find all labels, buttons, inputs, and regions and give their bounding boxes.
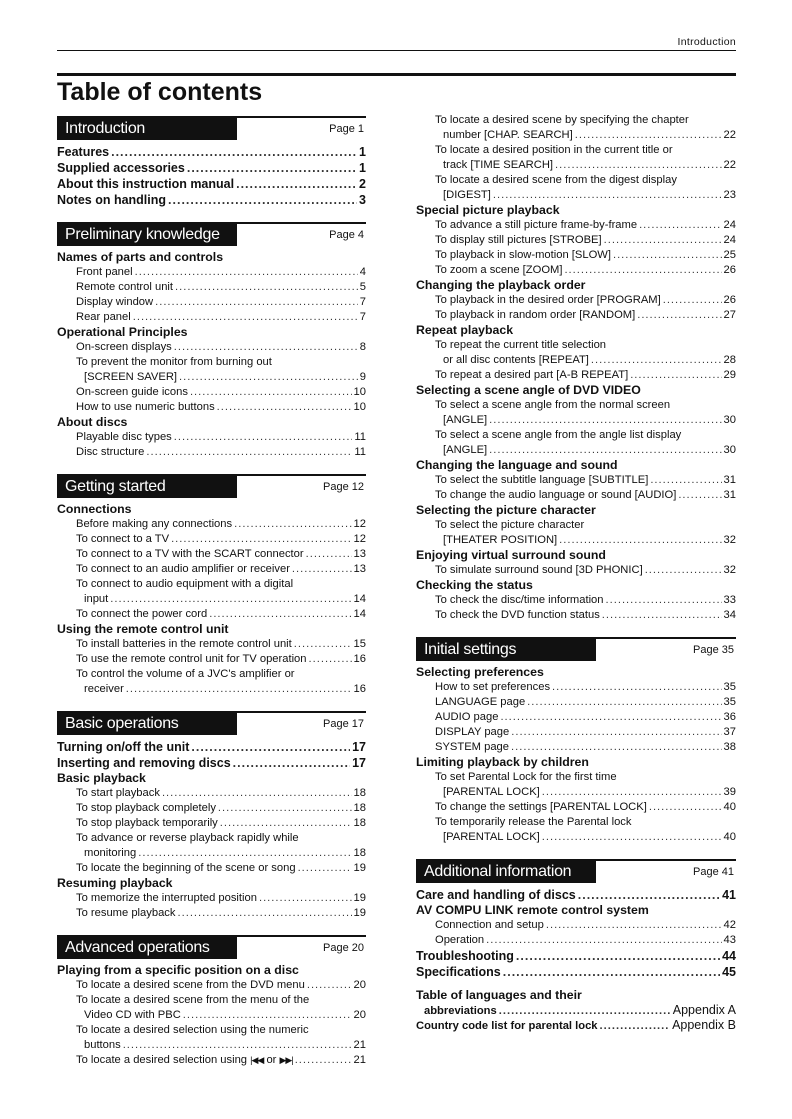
section-page: Page 1 <box>329 123 364 135</box>
skip-forward-icon: ▶▶| <box>279 1055 293 1065</box>
toc-entry[interactable]: To memorize the interrupted position ..... 19 <box>57 891 366 906</box>
toc-entry[interactable]: SYSTEM page ..... 38 <box>416 740 736 755</box>
section-title: Initial settings <box>416 639 596 661</box>
toc-entry[interactable]: To repeat a desired part [A-B REPEAT] ..... 29 <box>416 368 736 383</box>
toc-entry-line[interactable]: To locate a desired scene from the digest display <box>435 174 677 186</box>
toc-entry[interactable]: Country code list for parental lock ..... Appendix B <box>416 1018 736 1033</box>
toc-subhead: Changing the playback order <box>416 278 586 292</box>
toc-subhead: Special picture playback <box>416 203 560 217</box>
toc-entry[interactable]: On-screen guide icons ..... 10 <box>57 385 366 400</box>
section-title: Basic operations <box>57 713 237 735</box>
toc-entry[interactable]: [PARENTAL LOCK] ..... 40 <box>416 830 736 845</box>
toc-entry[interactable]: number [CHAP. SEARCH] ..... 22 <box>416 128 736 143</box>
toc-entry[interactable]: To use the remote control unit for TV operation ..... 16 <box>57 652 366 667</box>
toc-entry-line[interactable]: To locate a desired position in the current title or <box>435 144 673 156</box>
toc-entry[interactable]: To simulate surround sound [3D PHONIC] ..... 32 <box>416 563 736 578</box>
toc-entry[interactable]: or all disc contents [REPEAT] ..... 28 <box>416 353 736 368</box>
toc-entry[interactable]: To check the disc/time information ..... 33 <box>416 593 736 608</box>
toc-entry[interactable]: abbreviations ..... Appendix A <box>416 1003 736 1018</box>
toc-entry[interactable]: To select the subtitle language [SUBTITLE] ..... 31 <box>416 473 736 488</box>
section-header-advanced-operations <box>57 935 366 959</box>
section-header-initial-settings <box>416 637 736 661</box>
toc-subhead: About discs <box>57 415 128 429</box>
toc-entry-line[interactable]: To locate a desired selection using the numeric <box>76 1024 309 1036</box>
toc-entry[interactable]: receiver ..... 16 <box>57 682 366 697</box>
toc-entry[interactable]: Specifications ..... 45 <box>416 964 736 980</box>
toc-entry[interactable]: To stop playback temporarily ..... 18 <box>57 816 366 831</box>
toc-entry[interactable]: To connect to a TV with the SCART connector ..... 13 <box>57 547 366 562</box>
skip-back-icon: |◀◀ <box>250 1055 264 1065</box>
toc-entry-line[interactable]: Table of languages and their <box>416 988 582 1002</box>
toc-entry[interactable]: To check the DVD function status ..... 34 <box>416 608 736 623</box>
section-page: Page 41 <box>693 866 734 878</box>
title-rule <box>57 73 736 76</box>
section-title: Introduction <box>57 118 237 140</box>
toc-entry-line[interactable]: To connect to audio equipment with a digital <box>76 578 294 590</box>
toc-entry[interactable]: Video CD with PBC ..... 20 <box>57 1008 366 1023</box>
toc-subhead: Connections <box>57 502 132 516</box>
toc-entry[interactable]: monitoring ..... 18 <box>57 846 366 861</box>
toc-subhead: Repeat playback <box>416 323 514 337</box>
toc-entry-line[interactable]: To set Parental Lock for the first time <box>435 771 617 783</box>
toc-entry[interactable]: To playback in the desired order [PROGRAM] ..... 26 <box>416 293 736 308</box>
section-header-preliminary <box>57 222 366 246</box>
toc-entry[interactable]: To locate a desired selection using |◀◀ or ▶▶| ..... 21 <box>57 1053 366 1068</box>
toc-entry-line[interactable]: To locate a desired scene by specifying the chapter <box>435 114 689 126</box>
section-page: Page 4 <box>329 229 364 241</box>
toc-entry[interactable]: Supplied accessories ..... 1 <box>57 160 366 176</box>
section-header-introduction <box>57 116 366 140</box>
toc-entry[interactable]: DISPLAY page ..... 37 <box>416 725 736 740</box>
toc-entry[interactable]: How to set preferences ..... 35 <box>416 680 736 695</box>
toc-entry[interactable]: To locate the beginning of the scene or song ..... 19 <box>57 861 366 876</box>
toc-entry[interactable]: Features ..... 1 <box>57 144 366 160</box>
toc-subhead: Enjoying virtual surround sound <box>416 548 606 562</box>
toc-entry[interactable]: To connect to an audio amplifier or receiver ..... 13 <box>57 562 366 577</box>
toc-entry-line[interactable]: To repeat the current title selection <box>435 339 607 351</box>
toc-left-column <box>57 116 366 1068</box>
toc-entry-line[interactable]: To advance or reverse playback rapidly while <box>76 832 299 844</box>
toc-entry-line[interactable]: To select a scene angle from the angle list display <box>435 429 682 441</box>
toc-entry[interactable]: AUDIO page ..... 36 <box>416 710 736 725</box>
toc-entry[interactable]: To display still pictures [STROBE] ..... 24 <box>416 233 736 248</box>
toc-entry-line[interactable]: To prevent the monitor from burning out <box>76 356 272 368</box>
toc-subhead: Resuming playback <box>57 876 173 890</box>
page-title: Table of contents <box>57 78 263 106</box>
toc-entry[interactable]: To playback in random order [RANDOM] ..... 27 <box>416 308 736 323</box>
toc-right-column <box>416 113 736 1033</box>
toc-entry[interactable]: track [TIME SEARCH] ..... 22 <box>416 158 736 173</box>
toc-entry[interactable]: On-screen displays ..... 8 <box>57 340 366 355</box>
toc-entry[interactable]: [THEATER POSITION] ..... 32 <box>416 533 736 548</box>
toc-subhead: Selecting a scene angle of DVD VIDEO <box>416 383 641 397</box>
section-header-additional-information <box>416 859 736 883</box>
toc-entry[interactable]: Rear panel ..... 7 <box>57 310 366 325</box>
toc-entry[interactable]: Connection and setup ..... 42 <box>416 918 736 933</box>
toc-entry[interactable]: To start playback ..... 18 <box>57 786 366 801</box>
toc-entry[interactable]: Before making any connections ..... 12 <box>57 517 366 532</box>
toc-entry[interactable]: To install batteries in the remote control unit ..... 15 <box>57 637 366 652</box>
toc-subhead: Playing from a specific position on a disc <box>57 963 299 977</box>
toc-entry[interactable]: [DIGEST] ..... 23 <box>416 188 736 203</box>
toc-entry[interactable]: LANGUAGE page ..... 35 <box>416 695 736 710</box>
section-page: Page 35 <box>693 644 734 656</box>
toc-entry[interactable]: [SCREEN SAVER] ..... 9 <box>57 370 366 385</box>
toc-subhead: Using the remote control unit <box>57 622 229 636</box>
toc-entry[interactable]: input ..... 14 <box>57 592 366 607</box>
section-title: Additional information <box>416 861 596 883</box>
toc-entry[interactable]: Turning on/off the unit ..... 17 <box>57 739 366 755</box>
header-rule <box>57 50 736 51</box>
toc-entry[interactable]: Remote control unit ..... 5 <box>57 280 366 295</box>
section-header-basic-operations <box>57 711 366 735</box>
toc-subhead: Limiting playback by children <box>416 755 589 769</box>
toc-entry[interactable]: To advance a still picture frame-by-frame ..... 24 <box>416 218 736 233</box>
toc-entry-line[interactable]: To select a scene angle from the normal screen <box>435 399 671 411</box>
toc-entry[interactable]: [PARENTAL LOCK] ..... 39 <box>416 785 736 800</box>
toc-entry[interactable]: To connect to a TV ..... 12 <box>57 532 366 547</box>
toc-entry-line[interactable]: To temporarily release the Parental lock <box>435 816 632 828</box>
section-title: Getting started <box>57 476 237 498</box>
toc-subhead: Checking the status <box>416 578 533 592</box>
toc-subhead: Names of parts and controls <box>57 250 224 264</box>
toc-entry[interactable]: About this instruction manual ..... 2 <box>57 176 366 192</box>
toc-entry[interactable]: To zoom a scene [ZOOM] ..... 26 <box>416 263 736 278</box>
toc-entry[interactable]: To resume playback ..... 19 <box>57 906 366 921</box>
toc-entry-line[interactable]: To locate a desired scene from the menu of the <box>76 994 310 1006</box>
toc-subhead: Operational Principles <box>57 325 188 339</box>
section-title: Advanced operations <box>57 937 237 959</box>
toc-subhead: Selecting the picture character <box>416 503 596 517</box>
toc-subhead: AV COMPU LINK remote control system <box>416 903 649 917</box>
toc-entry[interactable]: [ANGLE] ..... 30 <box>416 413 736 428</box>
toc-entry[interactable]: To stop playback completely ..... 18 <box>57 801 366 816</box>
toc-entry[interactable]: To locate a desired scene from the DVD menu ..... 20 <box>57 978 366 993</box>
section-header-getting-started <box>57 474 366 498</box>
section-page: Page 17 <box>323 718 364 730</box>
toc-subhead: Changing the language and sound <box>416 458 618 472</box>
toc-entry-line[interactable]: To control the volume of a JVC's amplifier or <box>76 668 295 680</box>
toc-subhead: Selecting preferences <box>416 665 544 679</box>
toc-entry[interactable]: Care and handling of discs ..... 41 <box>416 887 736 903</box>
toc-entry[interactable]: Operation ..... 43 <box>416 933 736 948</box>
toc-entry[interactable]: Inserting and removing discs ..... 17 <box>57 755 366 771</box>
toc-entry-line[interactable]: To select the picture character <box>435 519 585 531</box>
toc-subhead: Basic playback <box>57 771 146 785</box>
toc-entry[interactable]: Front panel ..... 4 <box>57 265 366 280</box>
toc-entry[interactable]: To playback in slow-motion [SLOW] ..... 25 <box>416 248 736 263</box>
toc-entry[interactable]: [ANGLE] ..... 30 <box>416 443 736 458</box>
toc-entry[interactable]: To connect the power cord ..... 14 <box>57 607 366 622</box>
toc-entry[interactable]: How to use numeric buttons ..... 10 <box>57 400 366 415</box>
toc-entry[interactable]: Troubleshooting ..... 44 <box>416 948 736 964</box>
section-page: Page 20 <box>323 942 364 954</box>
toc-entry[interactable]: Display window ..... 7 <box>57 295 366 310</box>
section-page: Page 12 <box>323 481 364 493</box>
toc-entry[interactable]: To change the audio language or sound [AUDIO] ..... 31 <box>416 488 736 503</box>
toc-entry[interactable]: Notes on handling ..... 3 <box>57 192 366 208</box>
toc-entry[interactable]: To change the settings [PARENTAL LOCK] ..... 40 <box>416 800 736 815</box>
toc-entry[interactable]: Disc structure ..... 11 <box>57 445 366 460</box>
running-header: Introduction <box>677 36 736 48</box>
toc-entry[interactable]: buttons ..... 21 <box>57 1038 366 1053</box>
toc-entry[interactable]: Playable disc types ..... 11 <box>57 430 366 445</box>
section-title: Preliminary knowledge <box>57 224 237 246</box>
